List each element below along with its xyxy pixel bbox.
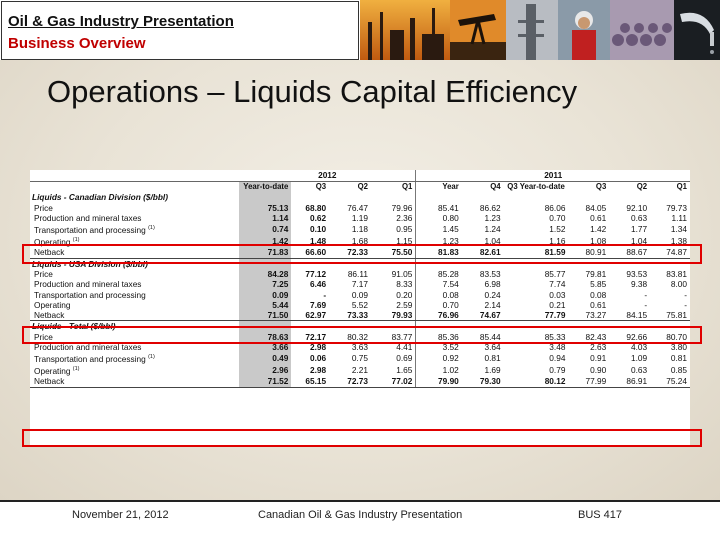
column-header: Q1 bbox=[676, 182, 687, 191]
value-cell: 7.74 bbox=[549, 279, 566, 290]
value-cell: 0.94 bbox=[549, 353, 566, 364]
row-label-text: Production and mineral taxes bbox=[34, 279, 142, 290]
value-cell: 79.73 bbox=[666, 202, 687, 213]
value-cell: 1.04 bbox=[630, 236, 648, 247]
value-cell: 2.21 bbox=[351, 365, 368, 376]
value-cell: 8.33 bbox=[396, 279, 413, 290]
value-cell: 1.42 bbox=[239, 235, 291, 247]
section-title: Liquids - USA Division ($/bbl) bbox=[32, 258, 148, 269]
value-cell: 65.15 bbox=[291, 376, 329, 387]
table-row bbox=[30, 269, 690, 279]
value-cell: 71.83 bbox=[239, 247, 291, 258]
table-row bbox=[30, 300, 690, 310]
value-cell: - bbox=[323, 289, 327, 300]
refinery-photo-icon bbox=[360, 0, 450, 60]
fuel-nozzle-photo-icon bbox=[674, 0, 720, 60]
value-cell: 86.62 bbox=[479, 202, 501, 213]
value-cell: 79.30 bbox=[462, 376, 504, 387]
value-cell: - bbox=[684, 299, 687, 310]
value-cell: 7.54 bbox=[416, 279, 462, 289]
value-cell: 1.23 bbox=[484, 212, 501, 223]
value-cell: 74.87 bbox=[650, 247, 690, 258]
liquids-netback-table bbox=[30, 170, 690, 445]
empty-cell bbox=[462, 192, 504, 202]
value-cell: 1.04 bbox=[484, 236, 501, 247]
value-cell: 5.52 bbox=[351, 299, 368, 310]
table-row bbox=[30, 310, 690, 321]
value-cell: 1.19 bbox=[351, 212, 368, 223]
value-cell: 83.81 bbox=[666, 268, 687, 279]
value-cell: 0.92 bbox=[416, 352, 462, 364]
table-row bbox=[30, 203, 690, 213]
value-cell: 4.41 bbox=[396, 341, 413, 352]
row-label bbox=[30, 376, 239, 387]
row-label bbox=[30, 352, 239, 364]
value-cell: 0.80 bbox=[416, 213, 462, 223]
value-cell: 77.79 bbox=[504, 310, 569, 321]
value-cell: 0.49 bbox=[239, 352, 291, 364]
value-cell: 75.24 bbox=[650, 376, 690, 387]
value-cell: 0.24 bbox=[484, 289, 501, 300]
value-cell: 0.10 bbox=[309, 224, 327, 235]
value-cell: 85.41 bbox=[416, 203, 462, 213]
footer-divider bbox=[0, 500, 720, 502]
value-cell: 1.18 bbox=[351, 224, 368, 235]
value-cell: 3.63 bbox=[351, 341, 368, 352]
value-cell: 76.47 bbox=[347, 202, 368, 213]
value-cell: 2.98 bbox=[309, 341, 327, 352]
row-label-text: Operating bbox=[34, 299, 71, 310]
value-cell: 0.91 bbox=[590, 353, 607, 364]
row-label-text: Price bbox=[34, 202, 53, 213]
row-label-text: Price bbox=[34, 268, 53, 279]
value-cell: 84.05 bbox=[585, 202, 607, 213]
value-cell: 7.25 bbox=[239, 279, 291, 289]
value-cell: 0.62 bbox=[309, 212, 327, 223]
value-cell: 79.90 bbox=[416, 376, 462, 387]
row-label-text: Operating bbox=[34, 366, 71, 377]
value-cell: 6.46 bbox=[309, 279, 327, 290]
value-cell: 1.38 bbox=[670, 236, 687, 247]
value-cell: 79.96 bbox=[391, 202, 413, 213]
value-cell: 1.24 bbox=[484, 224, 501, 235]
value-cell: 0.79 bbox=[549, 365, 566, 376]
value-cell: 86.11 bbox=[347, 268, 368, 279]
table-column-header-row bbox=[30, 182, 690, 193]
empty-cell bbox=[329, 192, 371, 202]
value-cell: 85.77 bbox=[544, 268, 566, 279]
table-row bbox=[30, 376, 690, 387]
header-photo-strip bbox=[360, 0, 720, 60]
value-cell: 74.67 bbox=[462, 310, 504, 321]
value-cell: 80.32 bbox=[347, 331, 368, 342]
row-label bbox=[30, 203, 239, 213]
value-cell: 0.09 bbox=[239, 290, 291, 300]
section-title: Liquids - Canadian Division ($/bbl) bbox=[32, 192, 168, 203]
footnote-marker: (1) bbox=[148, 225, 155, 232]
value-cell: 82.43 bbox=[585, 331, 607, 342]
row-label bbox=[30, 300, 239, 310]
value-cell: 7.69 bbox=[309, 299, 327, 310]
value-cell: 7.17 bbox=[351, 279, 368, 290]
value-cell: 1.02 bbox=[416, 364, 462, 376]
table-row bbox=[30, 352, 690, 364]
tower-photo-icon bbox=[506, 0, 558, 60]
value-cell: 85.28 bbox=[416, 269, 462, 279]
barrels-photo-icon bbox=[610, 0, 674, 60]
pumpjack-photo-icon bbox=[450, 0, 506, 60]
table-row bbox=[30, 279, 690, 289]
value-cell: 0.81 bbox=[670, 353, 687, 364]
column-header: Q3 bbox=[595, 182, 607, 191]
row-label-text: Transportation and processing bbox=[34, 289, 146, 300]
value-cell: 1.11 bbox=[671, 212, 687, 223]
value-cell: 1.68 bbox=[351, 236, 368, 247]
row-label bbox=[30, 223, 239, 235]
value-cell: 82.61 bbox=[462, 247, 504, 258]
value-cell: 1.48 bbox=[309, 236, 327, 247]
column-header: Year-to-date bbox=[239, 182, 291, 193]
value-cell: 86.06 bbox=[544, 202, 566, 213]
value-cell: 1.14 bbox=[239, 213, 291, 223]
value-cell: 75.81 bbox=[650, 310, 690, 321]
value-cell: 72.17 bbox=[305, 331, 327, 342]
value-cell: 5.44 bbox=[239, 300, 291, 310]
value-cell: 2.14 bbox=[484, 299, 501, 310]
empty-cell bbox=[239, 192, 291, 202]
presentation-title: Oil & Gas Industry Presentation bbox=[8, 13, 234, 30]
row-label-text: Netback bbox=[34, 247, 65, 258]
row-label-text: Production and mineral taxes bbox=[34, 341, 142, 352]
value-cell: 1.42 bbox=[590, 224, 607, 235]
value-cell: 84.15 bbox=[609, 310, 650, 321]
value-cell: 84.28 bbox=[239, 269, 291, 279]
footer-slide-id: BUS 417 bbox=[578, 509, 623, 521]
worker-photo-icon bbox=[558, 0, 610, 60]
empty-cell bbox=[568, 192, 609, 202]
value-cell: 6.98 bbox=[484, 279, 501, 290]
value-cell: 66.60 bbox=[291, 247, 329, 258]
value-cell: 0.09 bbox=[351, 289, 368, 300]
table-row bbox=[30, 364, 690, 376]
footnote-marker: (1) bbox=[72, 237, 80, 244]
value-cell: 0.69 bbox=[396, 353, 413, 364]
empty-cell bbox=[416, 192, 462, 202]
footnote-marker: (1) bbox=[72, 366, 80, 373]
value-cell: 2.59 bbox=[396, 299, 413, 310]
value-cell: 76.96 bbox=[416, 310, 462, 321]
presentation-subtitle: Business Overview bbox=[8, 35, 146, 52]
value-cell: 0.95 bbox=[396, 224, 413, 235]
value-cell: 77.12 bbox=[305, 268, 327, 279]
value-cell: 85.33 bbox=[544, 331, 566, 342]
value-cell: 85.44 bbox=[479, 331, 501, 342]
value-cell: 80.70 bbox=[666, 331, 687, 342]
row-label-text: Production and mineral taxes bbox=[34, 212, 142, 223]
value-cell: 2.96 bbox=[239, 364, 291, 376]
value-cell: 2.98 bbox=[309, 365, 327, 376]
column-header: Q2 bbox=[357, 182, 368, 191]
value-cell: 79.81 bbox=[585, 268, 607, 279]
column-header: Q1 bbox=[401, 182, 413, 191]
value-cell: - bbox=[644, 299, 648, 310]
value-cell: 80.12 bbox=[504, 376, 569, 387]
value-cell: 1.34 bbox=[670, 224, 687, 235]
column-header: Q2 bbox=[636, 182, 648, 191]
empty-cell bbox=[650, 192, 690, 202]
value-cell: 81.59 bbox=[504, 247, 569, 258]
value-cell: 3.64 bbox=[484, 341, 501, 352]
value-cell: 1.15 bbox=[396, 236, 413, 247]
row-label bbox=[30, 269, 239, 279]
value-cell: 3.66 bbox=[239, 342, 291, 352]
value-cell: - bbox=[644, 289, 648, 300]
value-cell: 3.80 bbox=[670, 341, 687, 352]
row-label-text: Netback bbox=[34, 376, 65, 387]
value-cell: 0.70 bbox=[416, 300, 462, 310]
header-box bbox=[1, 1, 359, 60]
value-cell: 0.06 bbox=[309, 353, 327, 364]
value-cell: 88.67 bbox=[609, 247, 650, 258]
empty-cell bbox=[609, 192, 650, 202]
value-cell: 0.61 bbox=[590, 299, 607, 310]
value-cell: 5.85 bbox=[590, 279, 607, 290]
value-cell: 3.52 bbox=[416, 342, 462, 352]
value-cell: 75.50 bbox=[371, 247, 416, 258]
value-cell: 1.09 bbox=[630, 353, 648, 364]
value-cell: 0.75 bbox=[351, 353, 368, 364]
value-cell: 2.36 bbox=[396, 212, 413, 223]
value-cell: 72.33 bbox=[329, 247, 371, 258]
value-cell: 0.21 bbox=[549, 299, 566, 310]
value-cell: 0.20 bbox=[396, 289, 413, 300]
value-cell: 9.38 bbox=[630, 279, 648, 290]
row-label-text: Price bbox=[34, 331, 53, 342]
highlight-total-netback bbox=[22, 429, 702, 447]
column-header: Q3 Year-to-date bbox=[507, 182, 565, 191]
value-cell: - bbox=[684, 289, 687, 300]
table-row bbox=[30, 223, 690, 235]
value-cell: 78.63 bbox=[239, 332, 291, 342]
value-cell: 83.77 bbox=[391, 331, 413, 342]
footer-center: Canadian Oil & Gas Industry Presentation bbox=[258, 509, 463, 521]
value-cell: 0.63 bbox=[630, 212, 648, 223]
table-corner-cell bbox=[30, 182, 239, 193]
value-cell: 86.91 bbox=[609, 376, 650, 387]
value-cell: 85.36 bbox=[416, 332, 462, 342]
value-cell: 3.48 bbox=[549, 341, 566, 352]
row-label-text: Operating bbox=[34, 237, 71, 248]
row-label-text: Netback bbox=[34, 310, 65, 321]
row-label-text: Transportation and processing bbox=[34, 354, 146, 365]
table-row bbox=[30, 213, 690, 223]
row-label-text: Transportation and processing bbox=[34, 224, 146, 235]
value-cell: 83.53 bbox=[479, 268, 501, 279]
value-cell: 0.03 bbox=[549, 289, 566, 300]
value-cell: 93.53 bbox=[626, 268, 648, 279]
value-cell: 0.81 bbox=[484, 353, 501, 364]
column-header: Year bbox=[416, 182, 462, 193]
empty-cell bbox=[291, 192, 329, 202]
value-cell: 75.13 bbox=[239, 203, 291, 213]
table-year-header-row bbox=[30, 170, 690, 182]
netback-table bbox=[30, 170, 690, 388]
value-cell: 92.10 bbox=[626, 202, 648, 213]
value-cell: 72.73 bbox=[329, 376, 371, 387]
footer-date: November 21, 2012 bbox=[72, 509, 169, 521]
highlight-usa-transportation bbox=[22, 326, 702, 344]
footnote-marker: (1) bbox=[148, 354, 155, 361]
slide-title: Operations – Liquids Capital Efficiency bbox=[47, 74, 578, 109]
value-cell: 0.63 bbox=[630, 365, 648, 376]
value-cell: 0.08 bbox=[416, 290, 462, 300]
value-cell: 1.23 bbox=[416, 235, 462, 247]
value-cell: 0.61 bbox=[590, 212, 607, 223]
value-cell: 1.77 bbox=[630, 224, 648, 235]
value-cell: 77.02 bbox=[371, 376, 416, 387]
value-cell: 1.45 bbox=[416, 223, 462, 235]
value-cell: 73.33 bbox=[329, 310, 371, 321]
year-header-2012: 2012 bbox=[239, 170, 416, 182]
value-cell: 0.90 bbox=[590, 365, 607, 376]
value-cell: 4.03 bbox=[630, 341, 648, 352]
row-label bbox=[30, 290, 239, 300]
value-cell: 71.50 bbox=[239, 310, 291, 321]
row-label bbox=[30, 310, 239, 321]
row-label bbox=[30, 279, 239, 289]
row-label bbox=[30, 213, 239, 223]
empty-cell bbox=[504, 192, 569, 202]
value-cell: 1.65 bbox=[396, 365, 413, 376]
section-header-row bbox=[30, 192, 690, 202]
table-row bbox=[30, 290, 690, 300]
value-cell: 1.69 bbox=[484, 365, 501, 376]
value-cell: 1.16 bbox=[549, 236, 566, 247]
value-cell: 71.52 bbox=[239, 376, 291, 387]
value-cell: 81.83 bbox=[416, 247, 462, 258]
value-cell: 0.08 bbox=[590, 289, 607, 300]
value-cell: 91.05 bbox=[391, 268, 413, 279]
empty-cell bbox=[371, 192, 416, 202]
value-cell: 1.08 bbox=[590, 236, 607, 247]
value-cell: 79.93 bbox=[371, 310, 416, 321]
value-cell: 68.80 bbox=[305, 202, 327, 213]
table-corner-cell bbox=[30, 170, 239, 182]
column-header: Q3 bbox=[315, 182, 327, 191]
value-cell: 8.00 bbox=[670, 279, 687, 290]
value-cell: 1.52 bbox=[549, 224, 566, 235]
value-cell: 73.27 bbox=[568, 310, 609, 321]
year-header-2011: 2011 bbox=[416, 170, 690, 182]
value-cell: 0.74 bbox=[239, 223, 291, 235]
value-cell: 62.97 bbox=[291, 310, 329, 321]
highlight-canadian-transportation bbox=[22, 244, 702, 264]
value-cell: 92.66 bbox=[626, 331, 648, 342]
value-cell: 2.63 bbox=[590, 341, 607, 352]
value-cell: 0.85 bbox=[670, 365, 687, 376]
column-header: Q4 bbox=[490, 182, 501, 191]
row-label bbox=[30, 364, 239, 376]
section-title: Liquids - Total ($/bbl) bbox=[32, 321, 116, 332]
value-cell: 77.99 bbox=[568, 376, 609, 387]
value-cell: 80.91 bbox=[568, 247, 609, 258]
value-cell: 0.70 bbox=[549, 212, 566, 223]
